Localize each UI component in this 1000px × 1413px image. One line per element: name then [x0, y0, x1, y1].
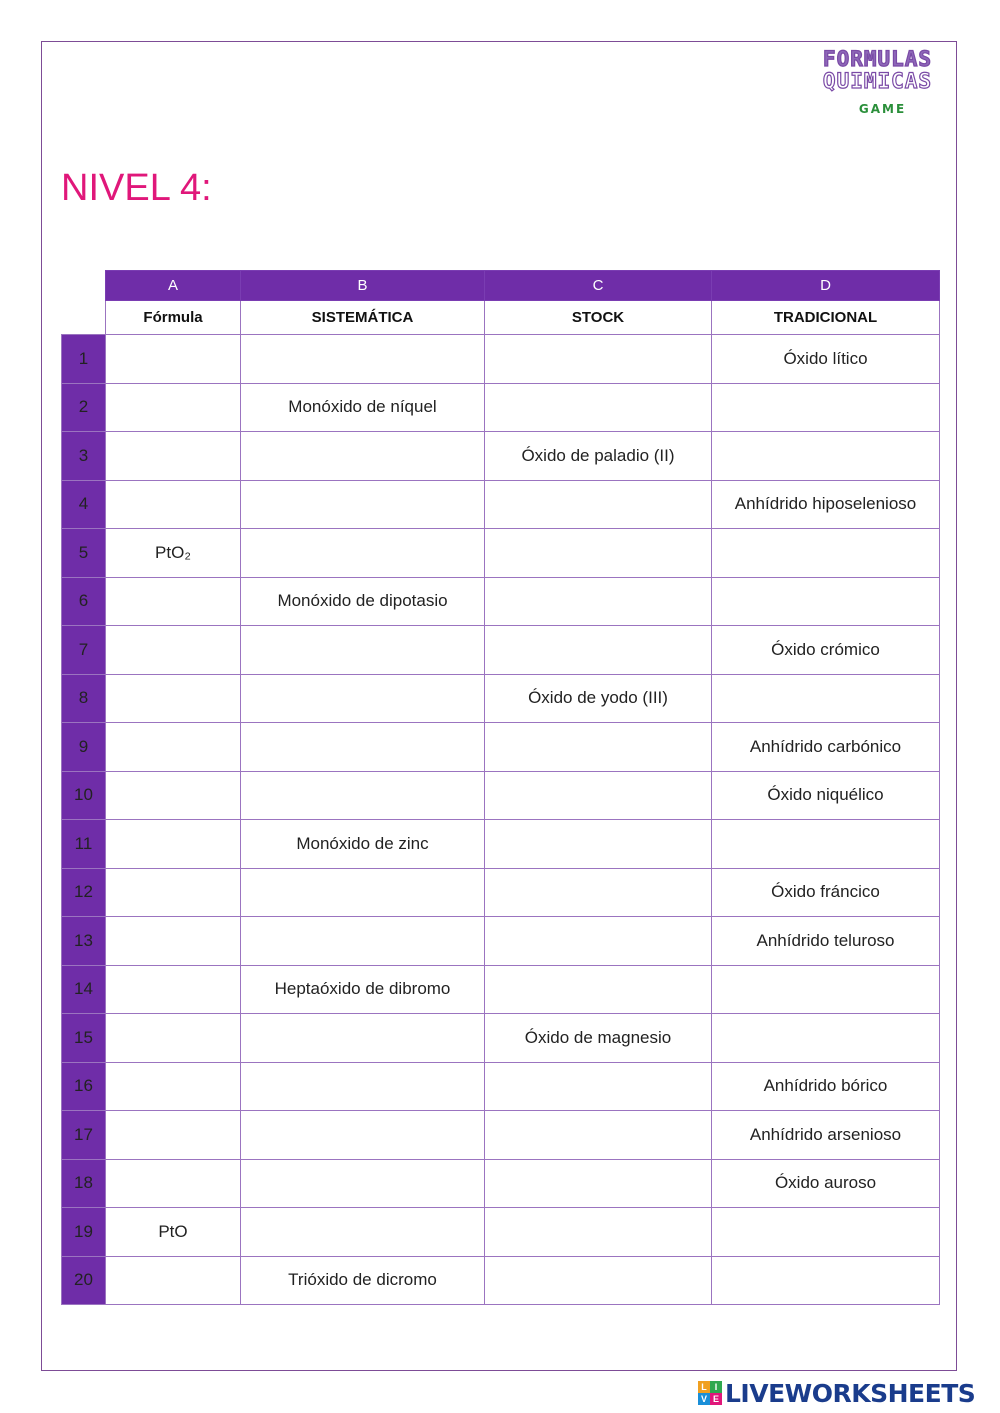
cell-stock[interactable]: [485, 1256, 712, 1305]
table-row: [62, 335, 940, 384]
row-number: 16: [62, 1062, 106, 1111]
cell-formula[interactable]: [106, 383, 241, 432]
column-letter-b: B: [241, 271, 485, 301]
table-row: [62, 577, 940, 626]
cell-sistematica[interactable]: [241, 1208, 485, 1257]
cell-tradicional[interactable]: [712, 820, 940, 869]
cell-formula[interactable]: [106, 1256, 241, 1305]
cell-tradicional[interactable]: [712, 1256, 940, 1305]
cell-tradicional[interactable]: [712, 1014, 940, 1063]
cell-formula[interactable]: [106, 335, 241, 384]
cell-sistematica[interactable]: Monóxido de zinc: [241, 820, 485, 869]
level-title: NIVEL 4:: [61, 167, 212, 209]
cell-stock[interactable]: [485, 335, 712, 384]
row-number: 4: [62, 480, 106, 529]
cell-sistematica[interactable]: [241, 723, 485, 772]
row-number: 17: [62, 1111, 106, 1160]
row-number: 9: [62, 723, 106, 772]
cell-sistematica[interactable]: [241, 335, 485, 384]
cell-formula[interactable]: [106, 674, 241, 723]
cell-stock[interactable]: [485, 1159, 712, 1208]
table-row: [62, 432, 940, 481]
cell-sistematica[interactable]: [241, 917, 485, 966]
cell-tradicional[interactable]: [712, 577, 940, 626]
cell-sistematica[interactable]: Trióxido de dicromo: [241, 1256, 485, 1305]
header-tradicional: TRADICIONAL: [712, 301, 940, 335]
cell-formula[interactable]: [106, 432, 241, 481]
table-row: [62, 1111, 940, 1160]
corner-cell: [62, 271, 106, 301]
cell-sistematica[interactable]: [241, 480, 485, 529]
row-number: 11: [62, 820, 106, 869]
cell-formula[interactable]: [106, 723, 241, 772]
cell-tradicional[interactable]: [712, 1208, 940, 1257]
cell-stock[interactable]: Óxido de paladio (II): [485, 432, 712, 481]
logo-line-formulas: FORMULAS: [822, 47, 933, 71]
cell-sistematica[interactable]: Monóxido de níquel: [241, 383, 485, 432]
cell-formula[interactable]: [106, 480, 241, 529]
table-row: [62, 723, 940, 772]
cell-stock[interactable]: Óxido de yodo (III): [485, 674, 712, 723]
cell-tradicional[interactable]: [712, 529, 940, 578]
column-letter-c: C: [485, 271, 712, 301]
cell-stock[interactable]: [485, 626, 712, 675]
cell-stock[interactable]: [485, 868, 712, 917]
cell-formula[interactable]: PtO₂: [106, 529, 241, 578]
brand-mark-letter: I: [710, 1381, 722, 1393]
cell-tradicional[interactable]: Óxido auroso: [712, 1159, 940, 1208]
cell-stock[interactable]: [485, 723, 712, 772]
cell-sistematica[interactable]: [241, 1014, 485, 1063]
row-number: 18: [62, 1159, 106, 1208]
cell-stock[interactable]: [485, 1062, 712, 1111]
table-row: [62, 1014, 940, 1063]
table-row: [62, 820, 940, 869]
cell-tradicional[interactable]: [712, 965, 940, 1014]
cell-formula[interactable]: [106, 917, 241, 966]
brand-mark-letter: V: [698, 1393, 710, 1405]
cell-tradicional[interactable]: Óxido lítico: [712, 335, 940, 384]
formulas-quimicas-logo: [800, 48, 955, 128]
row-number: 12: [62, 868, 106, 917]
table-row: [62, 771, 940, 820]
row-number: 2: [62, 383, 106, 432]
column-letter-a: A: [106, 271, 241, 301]
cell-tradicional[interactable]: Óxido fráncico: [712, 868, 940, 917]
header-stock: STOCK: [485, 301, 712, 335]
table-body: [62, 335, 940, 1305]
row-number: 19: [62, 1208, 106, 1257]
table-row: [62, 868, 940, 917]
cell-tradicional[interactable]: Óxido crómico: [712, 626, 940, 675]
cell-stock[interactable]: [485, 1111, 712, 1160]
liveworksheets-wordmark: LIVEWORKSHEETS: [725, 1378, 976, 1408]
table-row: [62, 917, 940, 966]
table-row: [62, 1159, 940, 1208]
logo-game-label: GAME: [858, 102, 907, 116]
table-row: [62, 1062, 940, 1111]
cell-stock[interactable]: [485, 480, 712, 529]
row-number: 5: [62, 529, 106, 578]
cell-formula[interactable]: [106, 626, 241, 675]
liveworksheets-mark-icon: [698, 1381, 722, 1405]
column-headers-row: [62, 301, 940, 335]
table-row: [62, 529, 940, 578]
cell-formula[interactable]: [106, 1111, 241, 1160]
row-number: 15: [62, 1014, 106, 1063]
liveworksheets-brand: [698, 1378, 975, 1408]
cell-sistematica[interactable]: [241, 1111, 485, 1160]
table-row: [62, 1208, 940, 1257]
cell-tradicional[interactable]: [712, 674, 940, 723]
table-row: [62, 383, 940, 432]
cell-stock[interactable]: Óxido de magnesio: [485, 1014, 712, 1063]
cell-tradicional[interactable]: Anhídrido teluroso: [712, 917, 940, 966]
table-row: [62, 480, 940, 529]
cell-formula[interactable]: [106, 1014, 241, 1063]
table-row: [62, 674, 940, 723]
cell-formula[interactable]: PtO: [106, 1208, 241, 1257]
corner-cell: [62, 301, 106, 335]
cell-formula[interactable]: [106, 1159, 241, 1208]
cell-sistematica[interactable]: [241, 626, 485, 675]
header-sistematica: SISTEMÁTICA: [241, 301, 485, 335]
column-letter-d: D: [712, 271, 940, 301]
cell-formula[interactable]: [106, 771, 241, 820]
cell-stock[interactable]: [485, 820, 712, 869]
cell-sistematica[interactable]: Monóxido de dipotasio: [241, 577, 485, 626]
header-formula: Fórmula: [106, 301, 241, 335]
cell-formula[interactable]: [106, 965, 241, 1014]
row-number: 7: [62, 626, 106, 675]
cell-sistematica[interactable]: [241, 674, 485, 723]
cell-sistematica[interactable]: [241, 868, 485, 917]
brand-mark-letter: L: [698, 1381, 710, 1393]
cell-formula[interactable]: [106, 577, 241, 626]
brand-mark-letter: E: [710, 1393, 722, 1405]
cell-stock[interactable]: [485, 577, 712, 626]
cell-tradicional[interactable]: Anhídrido arsenioso: [712, 1111, 940, 1160]
oxides-table: [61, 270, 940, 1305]
cell-formula[interactable]: [106, 1062, 241, 1111]
row-number: 10: [62, 771, 106, 820]
cell-sistematica[interactable]: [241, 771, 485, 820]
row-number: 6: [62, 577, 106, 626]
cell-formula[interactable]: [106, 868, 241, 917]
table-row: [62, 626, 940, 675]
cell-sistematica[interactable]: [241, 1159, 485, 1208]
cell-tradicional[interactable]: [712, 432, 940, 481]
logo-line-quimicas: QUIMICAS: [822, 69, 933, 93]
row-number: 14: [62, 965, 106, 1014]
cell-stock[interactable]: [485, 771, 712, 820]
row-number: 13: [62, 917, 106, 966]
cell-tradicional[interactable]: [712, 383, 940, 432]
cell-sistematica[interactable]: [241, 432, 485, 481]
cell-tradicional[interactable]: Óxido niquélico: [712, 771, 940, 820]
row-number: 8: [62, 674, 106, 723]
cell-sistematica[interactable]: Heptaóxido de dibromo: [241, 965, 485, 1014]
row-number: 1: [62, 335, 106, 384]
row-number: 20: [62, 1256, 106, 1305]
row-number: 3: [62, 432, 106, 481]
cell-stock[interactable]: [485, 1208, 712, 1257]
cell-sistematica[interactable]: [241, 1062, 485, 1111]
cell-stock[interactable]: [485, 917, 712, 966]
table-row: [62, 1256, 940, 1305]
cell-formula[interactable]: [106, 820, 241, 869]
cell-tradicional[interactable]: Anhídrido carbónico: [712, 723, 940, 772]
cell-stock[interactable]: [485, 383, 712, 432]
cell-tradicional[interactable]: Anhídrido hiposelenioso: [712, 480, 940, 529]
column-letters-row: [62, 271, 940, 301]
cell-stock[interactable]: [485, 965, 712, 1014]
cell-stock[interactable]: [485, 529, 712, 578]
cell-sistematica[interactable]: [241, 529, 485, 578]
cell-tradicional[interactable]: Anhídrido bórico: [712, 1062, 940, 1111]
table-row: [62, 965, 940, 1014]
